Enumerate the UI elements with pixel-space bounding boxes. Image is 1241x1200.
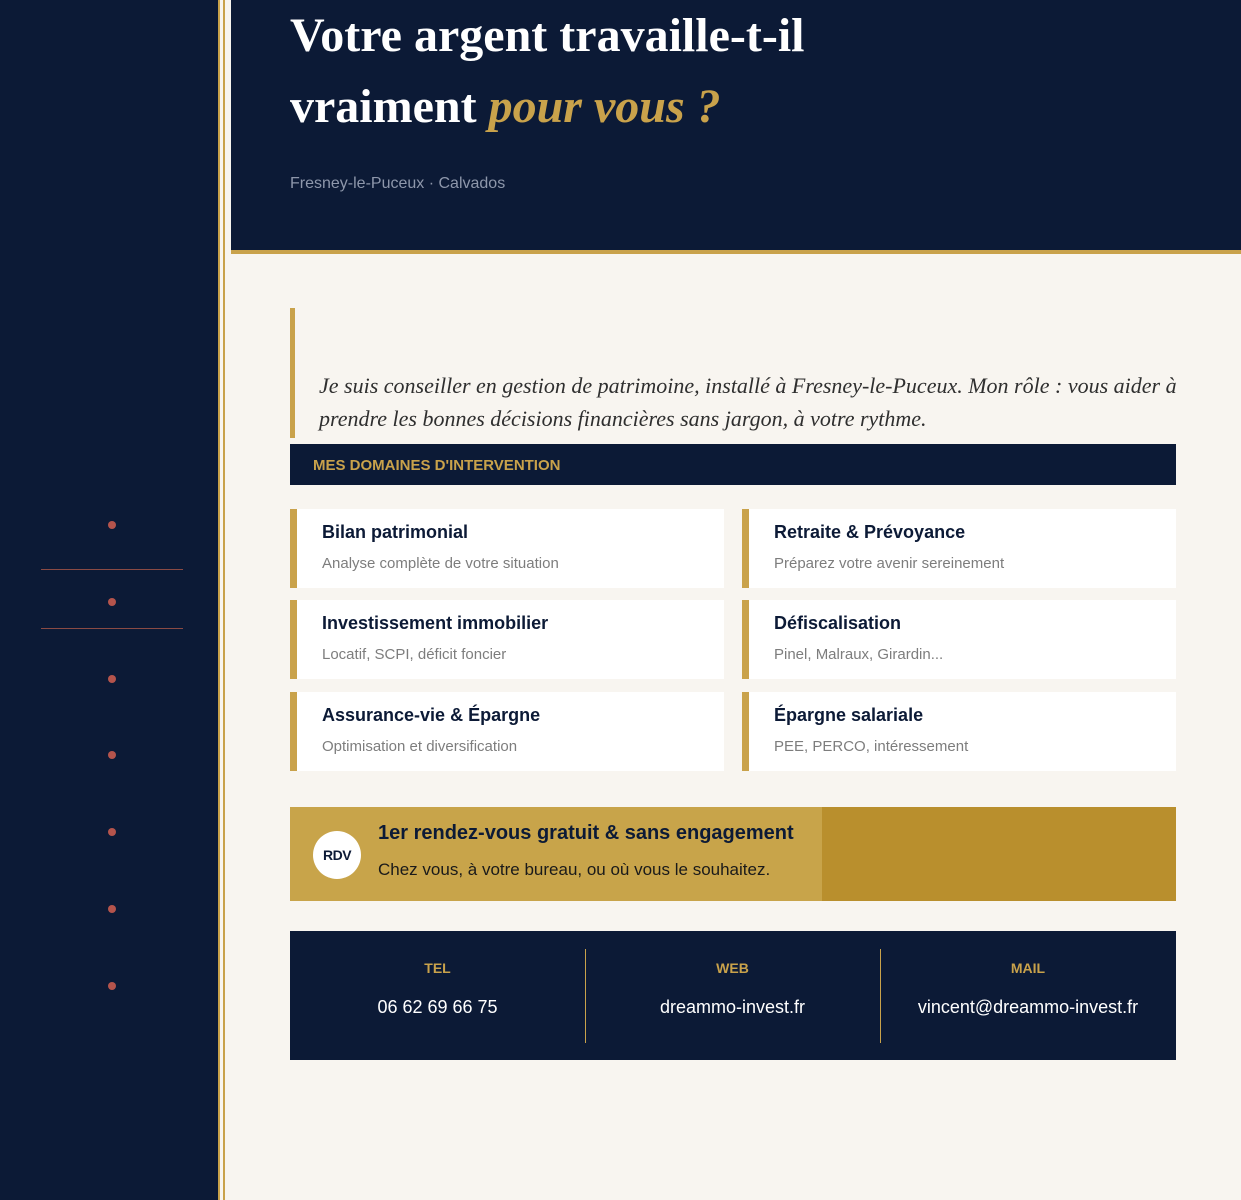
tel-label: TEL (424, 960, 451, 976)
service-subtitle: Analyse complète de votre situation (322, 555, 559, 572)
service-subtitle: Optimisation et diversification (322, 738, 518, 755)
nav-dot[interactable] (108, 982, 116, 990)
service-card[interactable] (742, 600, 1176, 679)
service-title: Assurance-vie & Épargne (322, 705, 541, 725)
rdv-badge: RDV (313, 831, 361, 879)
nav-dot[interactable] (108, 905, 116, 913)
mail-link[interactable]: vincent@dreammo-invest.fr (917, 997, 1139, 1017)
service-title: Épargne salariale (774, 705, 924, 725)
nav-dot[interactable] (108, 521, 116, 529)
tel-value[interactable]: 06 62 69 66 75 (377, 997, 498, 1017)
web-label: WEB (716, 960, 749, 976)
title-accent: pour vous ? (488, 80, 721, 133)
title-line-1: Votre argent travaille-t-il (290, 9, 805, 62)
services-heading: MES DOMAINES D'INTERVENTION (313, 457, 561, 474)
service-subtitle: PEE, PERCO, intéressement (774, 738, 969, 755)
quote-bar (290, 308, 295, 438)
page-title (290, 0, 1190, 142)
hero-rule (231, 250, 1241, 254)
nav-dot[interactable] (108, 751, 116, 759)
contact-bar (290, 931, 1176, 1060)
service-card[interactable] (742, 509, 1176, 588)
appointment-subtitle: Chez vous, à votre bureau, ou où vous le souhaitez. (378, 860, 771, 879)
mail-label: MAIL (1010, 960, 1046, 976)
nav-dot[interactable] (108, 675, 116, 683)
intro-quote: Je suis conseiller en gestion de patrimoine, installé à Fresney-le-Puceux. Mon rôle : vous aider à prendre les bonnes décisions financières sans jargon, à votre rythme. (319, 373, 1177, 431)
nav-dot[interactable] (108, 828, 116, 836)
appointment-title: 1er rendez-vous gratuit & sans engagement (378, 822, 794, 844)
service-subtitle: Préparez votre avenir sereinement (774, 555, 1005, 572)
sidebar (0, 0, 218, 1200)
contact-web[interactable] (585, 931, 880, 1060)
contact-mail[interactable] (880, 931, 1176, 1060)
sidebar-divider (41, 569, 183, 570)
service-card[interactable] (742, 692, 1176, 771)
sidebar-divider (41, 628, 183, 629)
contact-tel[interactable] (290, 931, 585, 1060)
service-title: Investissement immobilier (322, 613, 549, 633)
service-subtitle: Pinel, Malraux, Girardin... (774, 646, 944, 663)
appointment-banner[interactable] (290, 807, 1176, 901)
sidebar-border (218, 0, 225, 1200)
title-line-2: vraiment (290, 80, 477, 133)
service-card[interactable] (290, 600, 724, 679)
service-card[interactable] (290, 509, 724, 588)
service-subtitle: Locatif, SCPI, déficit foncier (322, 646, 507, 663)
service-title: Retraite & Prévoyance (774, 522, 966, 542)
web-link[interactable]: dreammo-invest.fr (659, 997, 806, 1017)
nav-dot[interactable] (108, 598, 116, 606)
services-heading-bar (290, 444, 1176, 485)
location-text: Fresney-le-Puceux · Calvados (290, 175, 506, 192)
service-title: Bilan patrimonial (322, 522, 469, 542)
service-title: Défiscalisation (774, 613, 902, 633)
service-card[interactable] (290, 692, 724, 771)
